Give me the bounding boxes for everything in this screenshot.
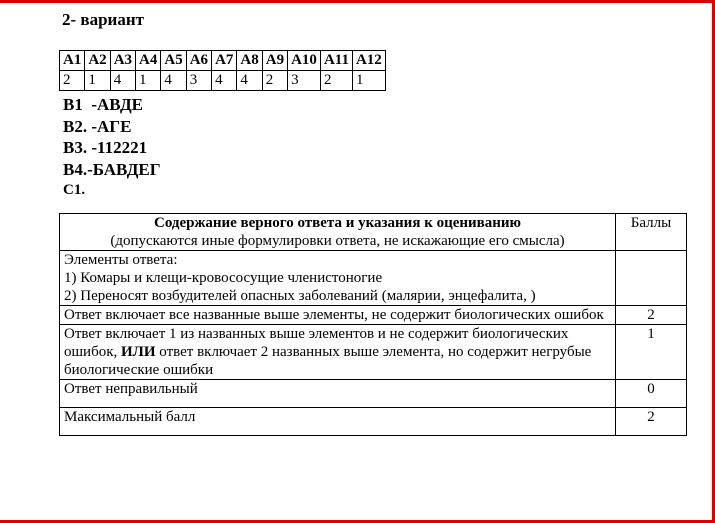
criterion-text-part: ответ включает 2 названных выше элемента, но содержит негрубые биологические ошибки — [64, 344, 592, 378]
variant-title: 2- вариант — [62, 10, 144, 29]
part-b-answer: -АВДЕ — [91, 95, 144, 114]
criterion-score: 2 — [616, 408, 687, 436]
part-a-answer: 1 — [352, 71, 385, 91]
element-item: 1) Комары и клещи-кровососущие членистоногие — [64, 270, 383, 286]
part-a-answer: 4 — [110, 71, 135, 91]
part-a-question-number: А2 — [85, 51, 110, 71]
part-a-answer-table — [59, 50, 386, 91]
grading-criterion-row — [60, 380, 687, 408]
part-b-answers — [63, 94, 161, 202]
part-a-answer: 4 — [212, 71, 237, 91]
criterion-text: Ответ включает все названные выше элементы, не содержит биологических ошибок — [60, 306, 616, 325]
part-a-question-number: А12 — [352, 51, 385, 71]
part-a-question-number: А9 — [262, 51, 287, 71]
grading-criterion-row — [60, 306, 687, 325]
part-b-label: В1 — [63, 95, 83, 114]
part-a-answer: 1 — [85, 71, 110, 91]
criterion-score: 2 — [616, 306, 687, 325]
criterion-score: 1 — [616, 325, 687, 380]
part-a-question-number: А6 — [186, 51, 211, 71]
part-b-answer-line — [63, 137, 161, 159]
criterion-text: Максимальный балл — [60, 408, 616, 436]
grading-header-row — [60, 214, 687, 251]
grading-elements-row — [60, 251, 687, 306]
part-a-answer: 3 — [288, 71, 321, 91]
criterion-text — [60, 325, 616, 380]
grading-header-cell — [60, 214, 616, 251]
part-a-answer: 3 — [186, 71, 211, 91]
part-b-label: В2. — [63, 116, 88, 136]
grading-elements-cell — [60, 251, 616, 306]
grading-table — [59, 213, 687, 436]
criterion-text-emphasis: ИЛИ — [121, 344, 156, 360]
part-a-question-number: А4 — [136, 51, 161, 71]
part-c1-label: С1. — [63, 182, 86, 198]
part-a-answer: 4 — [237, 71, 262, 91]
part-a-answer: 1 — [136, 71, 161, 91]
part-a-value-row — [60, 71, 386, 91]
grading-header-title: Содержание верного ответа и указания к оцениванию — [153, 215, 522, 231]
part-b-answer: -АГЕ — [91, 116, 132, 136]
grading-header-subtitle: (допускаются иные формулировки ответа, не искажающие его смысла) — [110, 233, 565, 249]
part-b-answer-line — [63, 94, 161, 116]
part-a-header-row — [60, 51, 386, 71]
grading-criterion-row — [60, 408, 687, 436]
part-b-answer: -БАВДЕГ — [87, 159, 161, 179]
part-a-question-number: А10 — [288, 51, 321, 71]
part-a-question-number: А1 — [60, 51, 85, 71]
part-a-answer: 2 — [60, 71, 85, 91]
part-a-question-number: А11 — [320, 51, 352, 71]
element-item: 2) Переносят возбудителей опасных заболеваний (малярии, энцефалита, ) — [64, 288, 536, 304]
part-b-label: В4. — [63, 159, 88, 179]
part-a-question-number: А5 — [161, 51, 186, 71]
part-b-answer-line — [63, 159, 161, 181]
grading-header-score: Баллы — [616, 214, 687, 251]
part-a-answer: 4 — [161, 71, 186, 91]
part-b-answer: . -112221 — [82, 138, 148, 157]
criterion-text: Ответ неправильный — [60, 380, 616, 408]
part-a-question-number: А3 — [110, 51, 135, 71]
part-b-label: В3 — [63, 138, 83, 157]
elements-title: Элементы ответа: — [64, 252, 178, 268]
part-a-answer: 2 — [262, 71, 287, 91]
part-b-answer-line — [63, 116, 161, 138]
window-border-top — [0, 0, 715, 3]
grading-criterion-row — [60, 325, 687, 380]
criterion-score: 0 — [616, 380, 687, 408]
part-a-answer: 2 — [320, 71, 352, 91]
part-a-question-number: А7 — [212, 51, 237, 71]
grading-score-empty — [616, 251, 687, 306]
part-a-question-number: А8 — [237, 51, 262, 71]
criterion-text-part: Ответ включает 1 из названных выше элементов и не содержит биологических ошибок, — [64, 326, 569, 360]
